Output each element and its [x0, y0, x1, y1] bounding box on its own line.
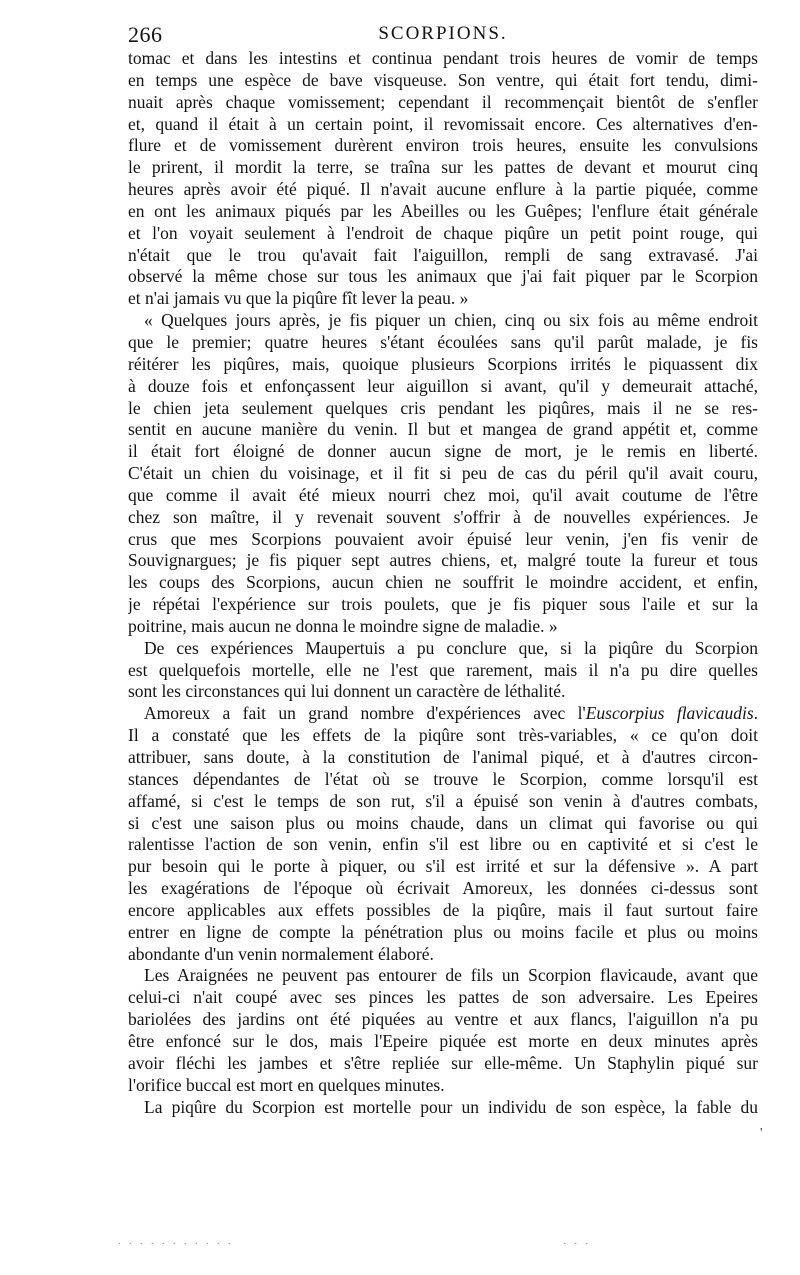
text-line: que le premier; quatre heures s'étant écoulées sans qu'il parût malade, je fis: [128, 331, 758, 352]
text-line: attribuer, sans doute, à la constitution de l'animal piqué, et à d'autres circon-: [128, 747, 758, 767]
text-line: nuait après chaque vomissement; cependant il recommençait bientôt de s'enfler: [128, 91, 758, 112]
text-line: pur besoin qui le porte à piquer, ou s'il est irrité et sur la défensive ». A part: [128, 856, 758, 877]
text-line: que comme il avait été mieux nourri chez moi, qu'il avait coutume de l'être: [128, 484, 758, 505]
text-line: n'était que le trou qu'avait fait l'aiguillon, rempli de sang extravasé. J'ai: [128, 244, 758, 265]
text-line: le chien jeta seulement quelques cris pendant les piqûres, mais il ne se res-: [128, 397, 758, 418]
text-line: je répétai l'expérience sur trois poulets, que je fis piquer sous l'aile et sur la: [128, 594, 758, 615]
running-head: [128, 22, 758, 48]
text-line: heures après avoir été piqué. Il n'avait aucune enflure à la partie piquée, comme: [128, 179, 758, 200]
text-line: avoir fléchi les jambes et s'être repliée sur elle-même. Un Staphylin piqué sur: [128, 1052, 758, 1073]
text-line: le prirent, il mordit la terre, se traîna sur les pattes de devant et mourut cinq: [128, 157, 758, 178]
text-line: l'orifice buccal est mort en quelques minutes.: [128, 1074, 445, 1095]
text-line: si c'est une saison plus ou moins chaude, dans un climat qui favorise ou qui: [128, 812, 758, 833]
text-line: entrer en ligne de compte la pénétration plus ou moins facile et plus ou moins: [128, 921, 758, 942]
text-line: poitrine, mais aucun ne donna le moindre signe de maladie. »: [128, 615, 558, 636]
text-line: affamé, si c'est le temps de son rut, s'il a épuisé son venin à d'autres combats,: [128, 790, 758, 811]
text-line: tomac et dans les intestins et continua pendant trois heures de vomir de temps: [128, 48, 758, 68]
text-line: sont les circonstances qui lui donnent un caractère de léthalité.: [128, 681, 566, 702]
text-line: les exagérations de l'époque où écrivait Amoreux, les données ci-dessus sont: [128, 878, 758, 899]
text-line: sentit en aucune manière du venin. Il but et mangea de grand appétit et, comme: [128, 419, 758, 440]
text-line: être enfoncé sur le dos, mais l'Epeire piquée est morte en deux minutes après: [128, 1030, 758, 1051]
text-line: il était fort éloigné de donner aucun signe de mort, je le remis en liberté.: [128, 441, 758, 462]
text-line: réitérer les piqûres, mais, quoique plusieurs Scorpions irrités le piquassent dix: [128, 353, 758, 374]
text-line: C'était un chien du voisinage, et il fit si peu de cas du péril qu'il avait couru,: [128, 463, 758, 484]
margin-mark: ': [760, 1126, 763, 1141]
text-line: les coups des Scorpions, aucun chien ne souffrit le moindre accident, et enfin,: [128, 572, 758, 593]
scan-noise: . . . . . . . . . . . . . .: [118, 1236, 591, 1244]
body-text: [128, 48, 758, 1118]
text-line: crus que mes Scorpions pouvaient avoir épuisé leur venin, j'en fis venir de: [128, 528, 758, 549]
page-number: 266: [128, 22, 163, 47]
text-line: à douze fois et enfonçassent leur aiguillon si avant, qu'il y demeurait attaché,: [128, 375, 758, 396]
text-line: « Quelques jours après, je fis piquer un chien, cinq ou six fois au même endroit: [144, 310, 758, 331]
text-line: encore applicables aux effets possibles de la piqûre, mais il faut surtout faire: [128, 899, 758, 920]
text-line: Il a constaté que les effets de la piqûre sont très-variables, « ce qu'on doit: [128, 725, 758, 746]
text-line: Les Araignées ne peuvent pas entourer de fils un Scorpion flavicaude, avant que: [144, 965, 758, 986]
text-line: est quelquefois mortelle, elle ne l'est que rarement, mais il n'a pu dire quelles: [128, 659, 758, 680]
text-line: flure et de vomissement durèrent environ trois heures, ensuite les convulsions: [128, 135, 758, 156]
text-line: bariolées des jardins ont été piquées au ventre et aux flancs, l'aiguillon n'a pu: [128, 1009, 758, 1030]
running-title: SCORPIONS.: [378, 23, 508, 44]
text-line: Amoreux a fait un grand nombre d'expériences avec l'Euscorpius flavicaudis.: [144, 703, 758, 724]
text-line: stances dépendantes de l'état où se trouve le Scorpion, comme lorsqu'il est: [128, 768, 758, 789]
text-line: et l'on voyait seulement à l'endroit de chaque piqûre un petit point rouge, qui: [128, 222, 758, 243]
text-line: en ont les animaux piqués par les Abeilles ou les Guêpes; l'enflure était générale: [128, 200, 758, 221]
text-line: observé la même chose sur tous les animaux que j'ai fait piquer par le Scorpion: [128, 266, 758, 287]
text-line: La piqûre du Scorpion est mortelle pour un individu de son espèce, la fable du: [144, 1096, 758, 1117]
text-line: abondante d'un venin normalement élaboré.: [128, 943, 434, 964]
text-line: chez son maître, il y revenait souvent s'offrir à de nouvelles expériences. Je: [128, 506, 758, 527]
text-line: et, quand il était à un certain point, il revomissait encore. Ces alternatives d'en-: [128, 113, 758, 134]
text-line: et n'ai jamais vu que la piqûre fît lever la peau. »: [128, 288, 469, 309]
text-line: De ces expériences Maupertuis a pu conclure que, si la piqûre du Scorpion: [144, 637, 758, 658]
text-line: celui-ci n'ait coupé avec ses pinces les pattes de son adversaire. Les Epeires: [128, 987, 758, 1008]
text-line: Souvignargues; je fis piquer sept autres chiens, et, malgré toute la fureur et tous: [128, 550, 758, 571]
text-line: ralentisse l'action de son venin, enfin s'il est libre ou en captivité et si c'est le: [128, 834, 758, 855]
species-name: Euscorpius flavicaudis: [585, 703, 754, 724]
text-line: en temps une espèce de bave visqueuse. Son ventre, qui était fort tendu, dimi-: [128, 69, 758, 90]
